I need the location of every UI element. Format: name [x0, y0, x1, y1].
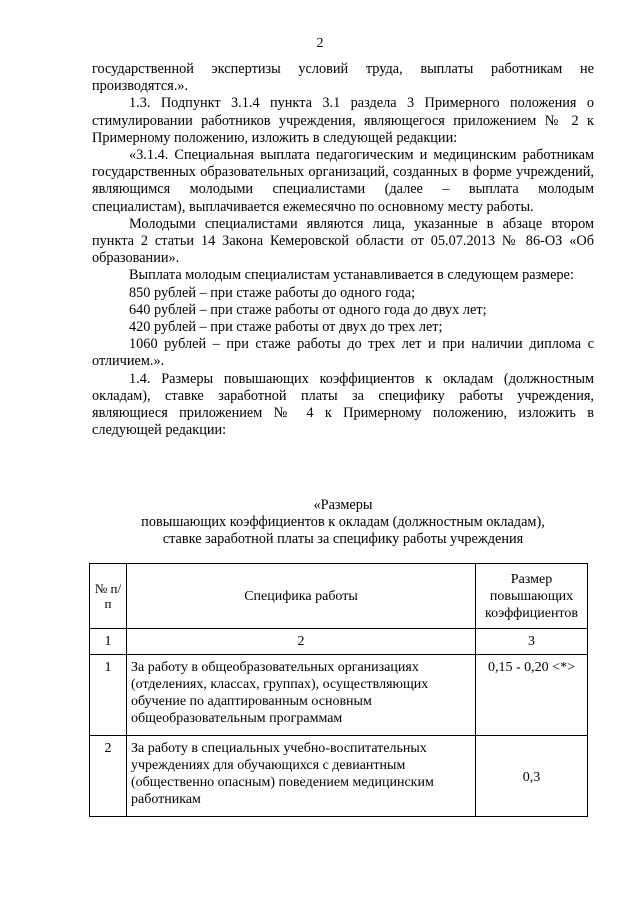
col-number: 2 [127, 629, 476, 655]
col-number: 3 [476, 629, 588, 655]
row-size: 0,3 [476, 736, 588, 817]
row-spec: За работу в общеобразовательных организациях (отделениях, классах, группах), осуществляющих обучение по адаптированным основным общеобразовательным программам [127, 655, 476, 736]
table-title-line: «Размеры [313, 497, 373, 513]
coefficients-table [89, 563, 588, 817]
header-spec: Специфика работы [127, 564, 476, 629]
col-number: 1 [90, 629, 127, 655]
body-text [92, 61, 594, 439]
paragraph: 1.3. Подпункт 3.1.4 пункта 3.1 раздела 3 Примерного положения о стимулировании работников учреждения, являющегося приложением № 2 к Примерному положению, изложить в следующей редакции: [92, 95, 594, 146]
table-title [92, 497, 594, 549]
paragraph: государственной экспертизы условий труда, выплаты работникам не производятся.». [92, 61, 594, 95]
paragraph: 1.4. Размеры повышающих коэффициентов к окладам (должностным окладам), ставке заработной платы за специфику работы учреждения, являющиеся приложением № 4 к Примерному положению, изложить в следующей редакции: [92, 370, 594, 439]
row-num: 1 [90, 655, 127, 736]
table-header-row [90, 564, 588, 629]
row-size: 0,15 - 0,20 <*> [476, 655, 588, 736]
page-number: 2 [316, 36, 324, 51]
column-number-row [90, 629, 588, 655]
table-row [90, 655, 588, 736]
header-num: № п/п [90, 564, 127, 629]
paragraph: Выплата молодым специалистам устанавливается в следующем размере: [129, 267, 574, 284]
table-title-line: повышающих коэффициентов к окладам (должностным окладам), [141, 514, 545, 531]
payment-item: 640 рублей – при стаже работы от одного года до двух лет; [129, 301, 487, 318]
header-size: Размер повышающих коэффициентов [476, 564, 588, 629]
table-row [90, 736, 588, 817]
paragraph: Молодыми специалистами являются лица, указанные в абзаце втором пункта 2 статьи 14 Закона Кемеровской области от 05.07.2013 № 86-ОЗ «Об образовании». [92, 215, 594, 267]
paragraph: «3.1.4. Специальная выплата педагогическим и медицинским работникам государственных образовательных организаций, созданных в форме учреждений, являющимся молодыми специалистами (далее – выплата молодым специалистам), выплачивается ежемесячно по основному месту работы. [92, 147, 594, 215]
row-num: 2 [90, 736, 127, 817]
payment-item: 850 рублей – при стаже работы до одного года; [129, 284, 416, 301]
payment-item: 420 рублей – при стаже работы от двух до трех лет; [129, 319, 443, 336]
payment-item: 1060 рублей – при стаже работы до трех лет и при наличии диплома с отличием.». [92, 336, 594, 370]
table-title-line: ставке заработной платы за специфику работы учреждения [162, 531, 524, 548]
row-spec: За работу в специальных учебно-воспитательных учреждениях для обучающихся с девиантным (общественно опасным) поведением медицинским работникам [127, 736, 476, 817]
